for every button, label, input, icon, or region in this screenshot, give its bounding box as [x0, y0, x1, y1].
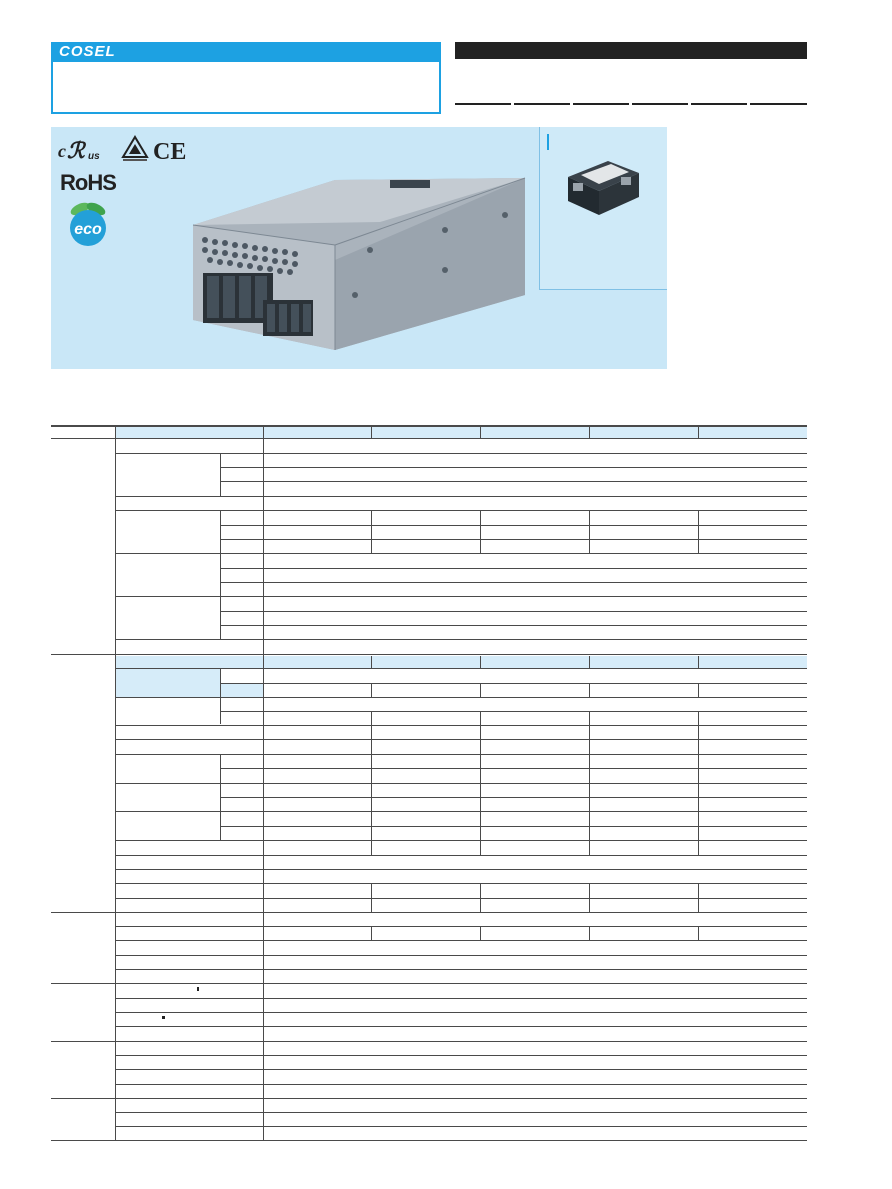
svg-text:us: us: [88, 151, 100, 162]
table-col-rule: [480, 511, 481, 553]
tab-rule: [573, 103, 629, 105]
table-row-rule: [115, 955, 807, 956]
table-row-rule: [115, 1012, 807, 1013]
table-col-rule: [220, 668, 221, 724]
table-row-rule: [115, 596, 807, 597]
table-subheader-cell: [115, 668, 220, 698]
table-row-rule: [115, 739, 807, 740]
table-col-rule: [480, 683, 481, 697]
table-row-rule: [115, 869, 807, 870]
table-row-rule: [220, 467, 807, 468]
table-col-rule: [589, 656, 590, 668]
svg-text:ℛ: ℛ: [67, 139, 85, 163]
table-col-rule: [589, 511, 590, 553]
table-row-rule: [220, 568, 807, 569]
table-row-rule: [51, 438, 807, 439]
tab-rule: [750, 103, 807, 105]
table-col-rule: [371, 511, 372, 553]
table-col-rule: [698, 683, 699, 697]
tuv-icon: [120, 135, 150, 168]
table-row-rule: [115, 453, 807, 454]
table-row-rule: [220, 683, 807, 684]
table-section-rule: [51, 912, 807, 913]
table-row-rule: [115, 926, 807, 927]
table-row-rule: [115, 1112, 807, 1113]
tab-rule: [691, 103, 747, 105]
table-row-rule: [115, 998, 807, 999]
tab-rule: [514, 103, 570, 105]
title-bar: [455, 42, 807, 59]
table-col-rule: [220, 597, 221, 639]
accessory-marker: [547, 134, 549, 150]
footnote-marker: [197, 987, 199, 991]
table-section-rule: [51, 654, 807, 655]
table-col-rule: [589, 426, 590, 438]
table-row-rule: [220, 481, 807, 482]
table-section-rule: [51, 1098, 807, 1099]
table-row-rule: [220, 826, 807, 827]
table-row-rule: [115, 783, 807, 784]
power-supply-photo: [185, 170, 530, 355]
table-header-row: [115, 426, 807, 438]
table-border-bottom: [51, 1140, 807, 1141]
table-col-rule: [698, 926, 699, 940]
table-row-rule: [115, 1055, 807, 1056]
table-row-rule: [115, 855, 807, 856]
table-row-rule: [115, 883, 807, 884]
table-subheader-row: [115, 656, 807, 668]
table-col-rule: [698, 656, 699, 668]
table-row-rule: [220, 611, 807, 612]
table-col-rule: [480, 426, 481, 438]
table-row-rule: [115, 811, 807, 812]
table-col-rule: [220, 554, 221, 596]
table-row-rule: [220, 525, 807, 526]
cosel-logo: COSEL: [59, 43, 116, 60]
table-row-rule: [115, 1026, 807, 1027]
table-col-rule: [589, 683, 590, 697]
table-row-rule: [220, 711, 807, 712]
table-subheader-cell: [220, 683, 263, 697]
table-row-rule: [220, 539, 807, 540]
table-col-rule: [698, 426, 699, 438]
table-section-rule: [51, 983, 807, 984]
table-row-rule: [115, 639, 807, 640]
table-row-rule: [115, 510, 807, 511]
table-row-rule: [115, 697, 807, 698]
table-row-rule: [115, 898, 807, 899]
table-row-rule: [220, 768, 807, 769]
table-row-rule: [115, 840, 807, 841]
table-row-rule: [115, 940, 807, 941]
table-row-rule: [220, 582, 807, 583]
table-col-rule: [371, 426, 372, 438]
table-row-rule: [115, 1069, 807, 1070]
ce-icon: CE: [153, 139, 187, 165]
table-col-rule: [480, 656, 481, 668]
svg-text:c: c: [58, 141, 66, 161]
table-col-rule: [480, 926, 481, 940]
table-row-rule: [115, 725, 807, 726]
table-col-rule: [371, 926, 372, 940]
ul-icon: [58, 139, 102, 169]
table-col-rule: [698, 511, 699, 553]
table-col-rule: [220, 454, 221, 496]
table-row-rule: [115, 668, 807, 669]
rohs-icon: RoHS: [60, 170, 116, 195]
table-col-rule: [220, 511, 221, 553]
eco-icon: [58, 200, 118, 253]
table-section-rule: [51, 1041, 807, 1042]
tab-rule: [455, 103, 511, 105]
table-row-rule: [115, 1126, 807, 1127]
table-row-rule: [115, 1084, 807, 1085]
noise-filter-photo: [563, 155, 643, 221]
table-col-rule: [371, 683, 372, 697]
table-row-rule: [115, 496, 807, 497]
footnote-marker: [162, 1016, 165, 1019]
eco-label: eco: [74, 221, 102, 238]
table-row-rule: [115, 553, 807, 554]
table-col-rule: [589, 926, 590, 940]
table-col-rule: [371, 656, 372, 668]
table-row-rule: [220, 625, 807, 626]
table-row-rule: [115, 754, 807, 755]
table-border-top: [51, 425, 807, 427]
table-row-rule: [115, 969, 807, 970]
table-row-rule: [220, 797, 807, 798]
tab-rule: [632, 103, 688, 105]
